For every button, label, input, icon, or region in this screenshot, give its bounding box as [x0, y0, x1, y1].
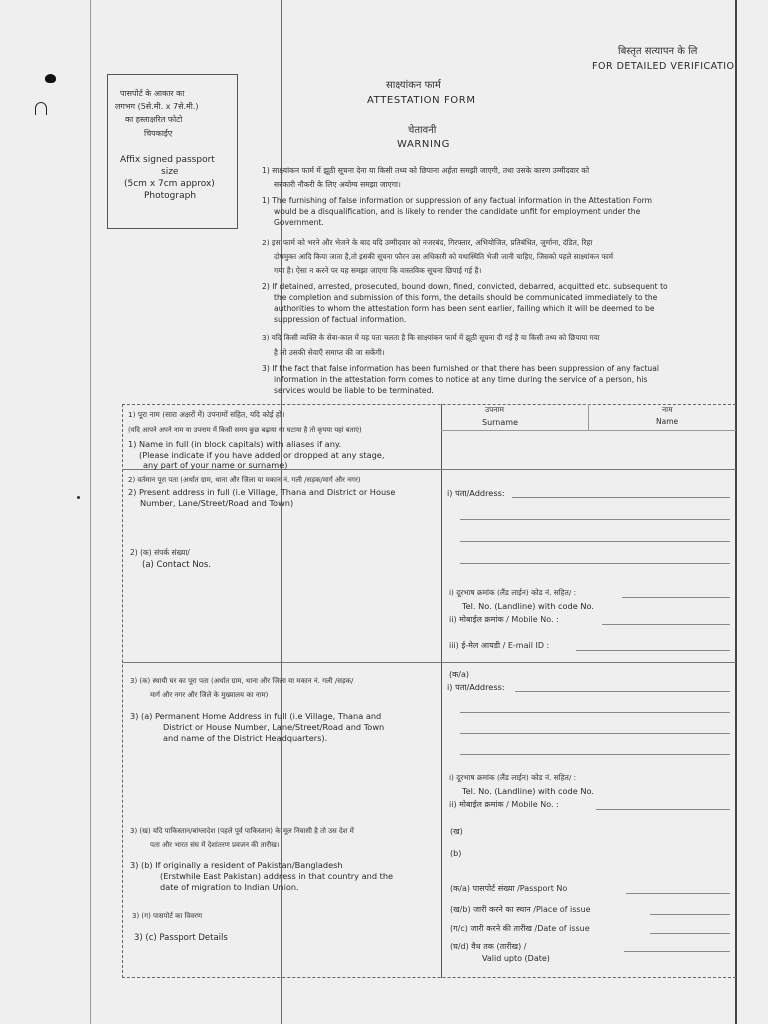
photo-en-line2: size — [161, 167, 179, 177]
name-label-en: Name — [656, 417, 679, 426]
passport-valid-label-b: Valid upto (Date) — [482, 954, 550, 963]
passport-date-label: (ग/c) जारी करने की तारीख /Date of issue — [450, 924, 590, 933]
permanent-mobile-input[interactable] — [596, 809, 730, 810]
present-tel-input[interactable] — [622, 597, 730, 598]
row1-en-c: any part of your name or surname) — [143, 460, 288, 470]
warning-title-hindi: चेतावनी — [408, 125, 437, 136]
name-input[interactable] — [590, 432, 734, 467]
present-email-input[interactable] — [576, 650, 730, 651]
warning-1-en-b: would be a disqualification, and is likely to render the candidate unfit for employment under the — [274, 207, 641, 216]
permanent-address-label: i) पता/Address: — [447, 682, 505, 692]
permanent-ka-label: (क/a) — [449, 670, 469, 679]
passport-valid-input[interactable] — [624, 951, 730, 952]
pakistan-b-label: (b) — [450, 849, 462, 858]
contact-label-hi: 2) (क) संपर्क संख्या/ — [130, 548, 190, 557]
row3-en-b: District or House Number, Lane/Street/Road and Town — [163, 722, 385, 732]
warning-1-en-c: Government. — [274, 218, 324, 227]
warning-1-en-a: 1) The furnishing of false information or suppression of any factual information in the Attestation Form — [262, 196, 653, 205]
present-address-line-1[interactable] — [512, 497, 730, 498]
photo-box[interactable] — [107, 74, 238, 229]
punch-hole-icon — [45, 74, 56, 83]
photo-en-line1: Affix signed passport — [120, 155, 215, 165]
header-hindi-top: बिस्तृत सत्यापन के लि — [618, 46, 698, 57]
permanent-address-line-4[interactable] — [460, 754, 730, 755]
photo-hi-line4: चिपकाईए — [144, 129, 173, 138]
permanent-address-line-1[interactable] — [515, 691, 730, 692]
surname-label-hi: उपनाम — [485, 405, 504, 414]
photo-hi-line3: का हस्ताक्षरित फोटो — [125, 115, 183, 124]
left-margin-line — [90, 0, 91, 1024]
warning-1-hi-a: 1) साक्ष्यांकन फार्म में झूठी सूचना देना या किसी तथ्य को छिपाना अर्हता समझी जाएगी, तथा उसके कारण उम्मीदवार को — [262, 166, 590, 175]
warning-3-en-b: information in the attestation form comes to notice at any time during the service of a person, his — [274, 375, 648, 384]
present-tel-label-en: Tel. No. (Landline) with code No. — [462, 601, 594, 611]
row3-ga-hi: 3) (ग) पासपोर्ट का विवरण — [132, 912, 203, 920]
warning-2-en-c: authorities to whom the attestation form has been sent earlier, failing which it will be deemed to be — [274, 304, 655, 313]
passport-date-input[interactable] — [650, 933, 730, 934]
row2-en-a: 2) Present address in full (i.e Village, Thana and District or House — [128, 487, 396, 497]
form-title-hindi: साक्ष्यांकन फार्म — [386, 80, 441, 91]
photo-en-line3: (5cm x 7cm approx) — [124, 179, 215, 189]
warning-2-en-d: suppression of factual information. — [274, 315, 407, 324]
present-tel-label-hi: i) दूरभाष क्रमांक (लैंड लाईन) कोड नं. सहित/ : — [449, 588, 577, 597]
row3-en-a: 3) (a) Permanent Home Address in full (i.e Village, Thana and — [130, 711, 382, 721]
passport-place-input[interactable] — [650, 914, 730, 915]
dot-mark-icon — [77, 496, 80, 499]
form-title-english: ATTESTATION FORM — [367, 95, 476, 106]
surname-name-divider — [588, 404, 589, 430]
surname-input[interactable] — [443, 432, 587, 467]
row3-hi-b: मार्ग और नगर और जिले के मुख्यालय का नाम) — [150, 691, 269, 699]
present-address-line-2[interactable] — [460, 519, 730, 520]
row2-hi-a: 2) वर्तमान पूरा पता (अर्थात ग्राम, थाना और जिला या मकान नं. गली /सड़क/मार्ग और नगर) — [128, 476, 361, 484]
warning-1-hi-b: सरकारी नौकरी के लिए अयोग्य समझा जाएगा। — [274, 180, 401, 189]
permanent-tel-label-en: Tel. No. (Landline) with code No. — [462, 786, 594, 796]
row3-kha-hi-b: पता और भारत संघ में देशांतरण प्रवजन की तारीख। — [150, 841, 280, 849]
present-address-line-3[interactable] — [460, 541, 730, 542]
warning-3-en-c: services would be liable to be terminated. — [274, 386, 434, 395]
table-column-divider — [441, 404, 442, 978]
row1-en-b: (Please indicate if you have added or dropped at any stage, — [139, 450, 385, 460]
photo-en-line4: Photograph — [144, 191, 197, 201]
present-mobile-input[interactable] — [602, 624, 730, 625]
row2-en-b: Number, Lane/Street/Road and Town) — [140, 498, 294, 508]
passport-place-label: (ख/b) जारी करने का स्थान /Place of issue — [450, 905, 591, 914]
row3-b-en-b: (Erstwhile East Pakistan) address in that country and the — [160, 871, 394, 881]
warning-2-hi-c: गया है। ऐसा न करने पर यह समझा जाएगा कि वास्तविक सूचना छिपाई गई है। — [274, 266, 482, 275]
permanent-mobile-label: ii) मोबाईल क्रमांक / Mobile No. : — [449, 800, 559, 809]
permanent-address-line-3[interactable] — [460, 733, 730, 734]
passport-valid-label-a: (घ/d) वैध तक (तारीख) / — [450, 942, 527, 951]
present-mobile-label: ii) मोबाईल क्रमांक / Mobile No. : — [449, 615, 559, 624]
row3-kha-hi-a: 3) (ख) यदि पाकिस्तान/बांग्लादेश (पहले पूर्व पाकिस्तान) के मूल निवासी है तो उस देश में — [130, 827, 354, 835]
present-email-label: iii) ई-मेल आयडी / E-mail ID : — [449, 641, 550, 650]
warning-2-en-a: 2) If detained, arrested, prosecuted, bound down, fined, convicted, debarred, acquitted etc. subsequent to — [262, 282, 668, 291]
warning-title-english: WARNING — [397, 139, 450, 150]
pakistan-kha-label: (ख) — [450, 827, 463, 836]
row3-b-en-c: date of migration to Indian Union. — [160, 882, 299, 892]
row-divider-2 — [122, 662, 736, 663]
photo-hi-line2: लगभग (5से.मी. x 7से.मी.) — [115, 102, 199, 111]
warning-3-hi-b: है तो उसकी सेवाएँ समाप्त की जा सकेंगी। — [274, 348, 385, 357]
warning-3-en-a: 3) If the fact that false information has been furnished or that there has been suppression of any factual — [262, 364, 659, 373]
present-address-label: i) पता/Address: — [447, 488, 505, 498]
contact-label-en: (a) Contact Nos. — [142, 560, 212, 570]
row3-en-c: and name of the District Headquarters). — [163, 733, 328, 743]
punch-hole-outline-icon — [35, 102, 47, 115]
permanent-tel-label-hi: i) दूरभाष क्रमांक (लैंड लाईन) कोड नं. सहित/ : — [449, 773, 577, 782]
permanent-address-line-2[interactable] — [460, 712, 730, 713]
header-for-detailed: FOR DETAILED VERIFICATIO — [592, 61, 735, 72]
photo-hi-line1: पासपोर्ट के आकार का — [120, 89, 185, 98]
present-address-line-4[interactable] — [460, 563, 730, 564]
row3-b-en-a: 3) (b) If originally a resident of Pakistan/Bangladesh — [130, 860, 343, 870]
warning-3-hi-a: 3) यदि किसी व्यक्ति के सेवा-काल में यह पता चलता है कि साक्ष्यांकन फार्म में झूठी सूचना दी गई है या किसी तथ्य को छिपाया गया — [262, 333, 600, 342]
row3-hi-a: 3) (क) स्थायी घर का पूरा पता (अर्थात ग्राम, थाना और जिला या मकान नं. गली /सड़क/ — [130, 677, 354, 685]
surname-header-line — [441, 430, 736, 431]
row1-hi-a: 1) पूरा नाम (सारा अक्षरों में) उपनामों सहित, यदि कोई हो। — [128, 410, 285, 419]
row1-en-a: 1) Name in full (in block capitals) with aliases if any. — [128, 439, 342, 449]
passport-no-input[interactable] — [626, 893, 730, 894]
surname-label-en: Surname — [482, 418, 518, 427]
row1-hi-b: (यदि आपने अपने नाम या उपनाम में किसी समय कुछ बढ़ाया या घटाया है तो कृपया यहां बताएं) — [128, 426, 362, 434]
warning-2-hi-b: दोषमुक्त आदि किया जाता है,तो इसकी सूचना फौरन उस अधिकारी को यथास्थिति भेजी जानी चाहिए, जिसको पहले साक्ष्यांकन फार्म — [274, 252, 614, 261]
warning-2-hi-a: 2) इस फार्म को भरने और भेजने के बाद यदि उम्मीदवार को नजरबंद, गिरफ्तार, अभियोजित, प्रतिबंधित, जुर्माना, दंडित, रिहा — [262, 238, 593, 247]
row3-c-en: 3) (c) Passport Details — [134, 933, 228, 943]
warning-2-en-b: the completion and submission of this form, the details should be communicated immediately to the — [274, 293, 658, 302]
name-label-hi: नाम — [662, 405, 673, 414]
passport-no-label: (क/a) पासपोर्ट संख्या /Passport No — [450, 884, 568, 893]
